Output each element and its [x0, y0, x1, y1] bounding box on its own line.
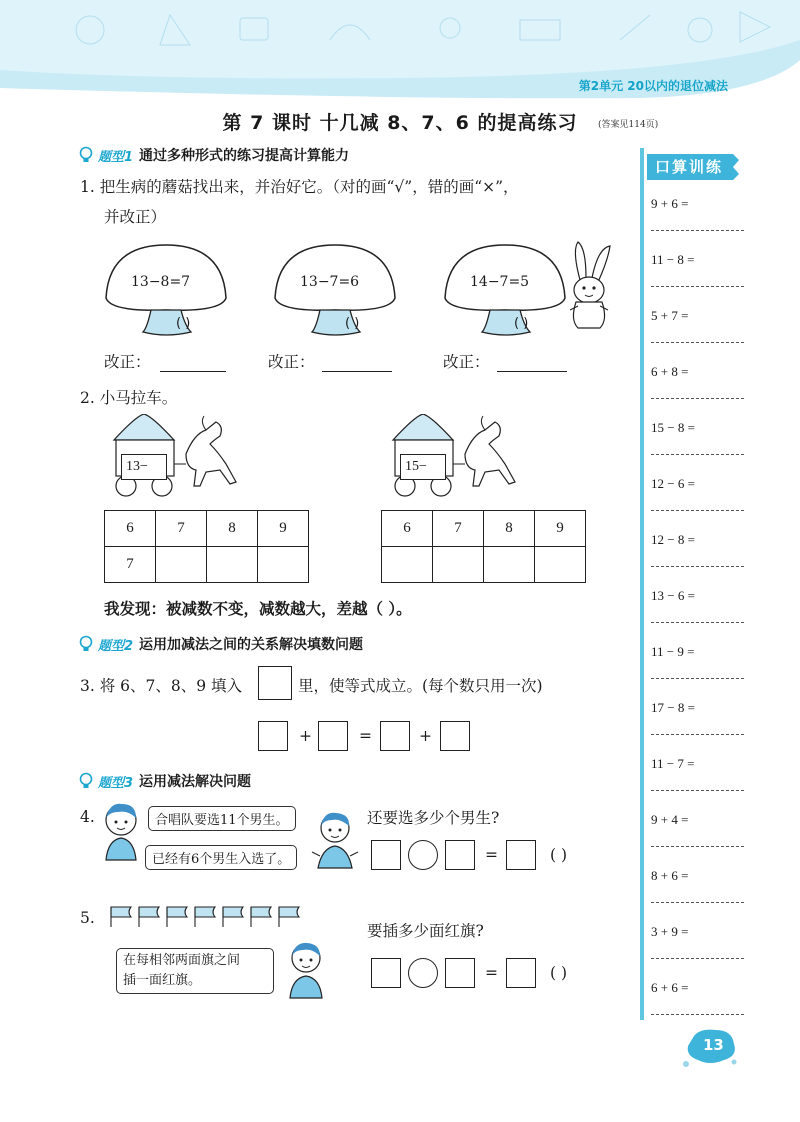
section-header-2 — [78, 633, 363, 655]
drill-item: 11 − 9 = — [651, 644, 695, 659]
section-text: 通过多种形式的练习提高计算能力 — [139, 148, 350, 164]
mushroom-2 — [270, 240, 400, 344]
answer-box[interactable] — [445, 958, 475, 988]
answer-box[interactable] — [506, 840, 536, 870]
fix-label-3: 改正： — [443, 353, 490, 371]
fix-blank-3[interactable] — [497, 371, 567, 372]
mushroom-3 — [440, 240, 570, 344]
page-number: 13 — [703, 1036, 724, 1054]
section-badge: 题型1 — [98, 149, 134, 165]
answer-box[interactable] — [371, 958, 401, 988]
plus-sign: + — [419, 727, 432, 745]
equals-sign: = — [485, 964, 498, 982]
section-badge: 题型3 — [98, 775, 134, 791]
table-row — [382, 547, 586, 583]
drill-answer-line[interactable] — [651, 790, 744, 791]
speech-bubble-2: 已经有6个男生入选了。 — [145, 845, 297, 870]
drill-answer-line[interactable] — [651, 286, 744, 287]
table-cell: 7 — [433, 511, 484, 547]
table-cell: 6 — [105, 511, 156, 547]
table-cell: 8 — [207, 511, 258, 547]
answer-paren[interactable]: ( ) — [550, 964, 568, 982]
answer-box[interactable] — [380, 721, 410, 751]
drill-answer-line[interactable] — [651, 342, 744, 343]
drill-item: 12 − 6 = — [651, 476, 695, 491]
drill-answer-line[interactable] — [651, 454, 744, 455]
answer-paren[interactable]: ( ) — [514, 316, 529, 331]
answer-box[interactable] — [371, 840, 401, 870]
answer-box[interactable] — [445, 840, 475, 870]
drill-answer-line[interactable] — [651, 622, 744, 623]
drill-item: 3 + 9 = — [651, 924, 689, 939]
finding-text: 我发现：被减数不变，减数越大，差越（ ）。 — [104, 599, 412, 618]
lightbulb-icon — [78, 772, 94, 790]
table-cell: 6 — [382, 511, 433, 547]
answer-box[interactable] — [318, 721, 348, 751]
drill-answer-line[interactable] — [651, 398, 744, 399]
drill-item: 11 − 7 = — [651, 756, 695, 771]
section-text: 运用减法解决问题 — [139, 774, 252, 790]
question-5-text: 要插多少面红旗? — [367, 922, 484, 940]
table-cell: 8 — [484, 511, 535, 547]
answer-reference: (答案见114页) — [598, 120, 659, 130]
drill-answer-line[interactable] — [651, 566, 744, 567]
question-1-line1: 1. 把生病的蘑菇找出来，并治好它。（对的画“√”，错的画“×”， — [80, 178, 519, 196]
answer-cell[interactable] — [382, 547, 433, 583]
cart-label-1: 13− — [121, 454, 167, 480]
section-badge: 题型2 — [98, 638, 134, 654]
section-header-3 — [78, 770, 251, 792]
question-4-text: 还要选多少个男生? — [367, 809, 500, 827]
lightbulb-icon — [78, 635, 94, 653]
answer-cell[interactable] — [433, 547, 484, 583]
mushroom-1 — [101, 240, 231, 344]
unit-label: 第2单元 20以内的退位减法 — [578, 79, 728, 93]
question-3-before: 3. 将 6、7、8、9 填入 — [80, 677, 243, 695]
speech-bubble-3 — [116, 948, 274, 994]
answer-box[interactable] — [258, 721, 288, 751]
question-3-after: 里，使等式成立。(每个数只用一次) — [298, 677, 543, 695]
answer-cell[interactable] — [484, 547, 535, 583]
section-text: 运用加减法之间的关系解决填数问题 — [139, 637, 364, 653]
drill-item: 8 + 6 = — [651, 868, 689, 883]
table-cell: 9 — [258, 511, 309, 547]
boy-icon — [282, 940, 330, 1000]
question-1-line2: 并改正） — [104, 208, 167, 226]
bubble-line: 插一面红旗。 — [123, 973, 202, 988]
header-banner — [0, 0, 800, 115]
answer-cell[interactable] — [207, 547, 258, 583]
answer-cell[interactable] — [258, 547, 309, 583]
answer-cell[interactable] — [156, 547, 207, 583]
rabbit-icon — [558, 240, 618, 332]
drill-item: 17 − 8 = — [651, 700, 695, 715]
speech-bubble-1: 合唱队要选11个男生。 — [148, 806, 296, 831]
table-cell: 9 — [535, 511, 586, 547]
drill-answer-line[interactable] — [651, 846, 744, 847]
drill-item: 9 + 6 = — [651, 196, 689, 211]
equals-sign: = — [359, 727, 372, 745]
drill-item: 15 − 8 = — [651, 420, 695, 435]
fix-blank-1[interactable] — [160, 371, 226, 372]
drill-answer-line[interactable] — [651, 510, 744, 511]
difference-table-2 — [381, 510, 586, 583]
equals-sign: = — [485, 846, 498, 864]
mushroom-equation: 13−7=6 — [300, 274, 360, 290]
operator-circle[interactable] — [408, 840, 438, 870]
drill-answer-line[interactable] — [651, 734, 744, 735]
answer-box[interactable] — [440, 721, 470, 751]
sidebar-divider — [640, 148, 644, 1020]
answer-cell[interactable] — [535, 547, 586, 583]
drill-item: 6 + 6 = — [651, 980, 689, 995]
flags-row — [108, 904, 304, 930]
table-row — [105, 511, 309, 547]
answer-paren[interactable]: ( ) — [176, 316, 191, 331]
drill-answer-line[interactable] — [651, 1014, 744, 1015]
drill-item: 12 − 8 = — [651, 532, 695, 547]
boy-icon — [310, 808, 360, 870]
section-header-1 — [78, 144, 349, 166]
mushroom-equation: 14−7=5 — [470, 274, 530, 290]
mushroom-icon — [270, 240, 400, 340]
answer-box[interactable] — [506, 958, 536, 988]
question-5-number: 5. — [80, 909, 95, 927]
drill-item: 11 − 8 = — [651, 252, 695, 267]
boy-icon — [98, 800, 144, 862]
mushroom-icon — [101, 240, 231, 340]
difference-table-1 — [104, 510, 309, 583]
drill-answer-line[interactable] — [651, 678, 744, 679]
sidebar-title: 口算训练 — [655, 158, 724, 176]
answer-paren[interactable]: ( ) — [345, 316, 360, 331]
lightbulb-icon — [78, 146, 94, 164]
cart-label-2: 15− — [400, 454, 446, 480]
operator-circle[interactable] — [408, 958, 438, 988]
drill-answer-line[interactable] — [651, 902, 744, 903]
drill-item: 5 + 7 = — [651, 308, 689, 323]
sample-box — [258, 666, 292, 700]
table-row — [105, 547, 309, 583]
table-row — [382, 511, 586, 547]
table-cell: 7 — [156, 511, 207, 547]
question-4-number: 4. — [80, 808, 95, 826]
drill-item: 9 + 4 = — [651, 812, 689, 827]
fix-label-2: 改正： — [268, 353, 315, 371]
table-cell: 7 — [105, 547, 156, 583]
drill-item: 6 + 8 = — [651, 364, 689, 379]
fix-label-1: 改正： — [104, 353, 151, 371]
bubble-line: 在每相邻两面旗之间 — [123, 953, 241, 968]
mushroom-equation: 13−8=7 — [131, 274, 191, 290]
mushroom-icon — [440, 240, 570, 340]
plus-sign: + — [299, 727, 312, 745]
fix-blank-2[interactable] — [322, 371, 392, 372]
page-title: 第 7 课时 十几减 8、7、6 的提高练习 — [222, 112, 578, 134]
drill-answer-line[interactable] — [651, 230, 744, 231]
question-2: 2. 小马拉车。 — [80, 389, 178, 407]
answer-paren[interactable]: ( ) — [550, 846, 568, 864]
drill-item: 13 − 6 = — [651, 588, 695, 603]
drill-answer-line[interactable] — [651, 958, 744, 959]
